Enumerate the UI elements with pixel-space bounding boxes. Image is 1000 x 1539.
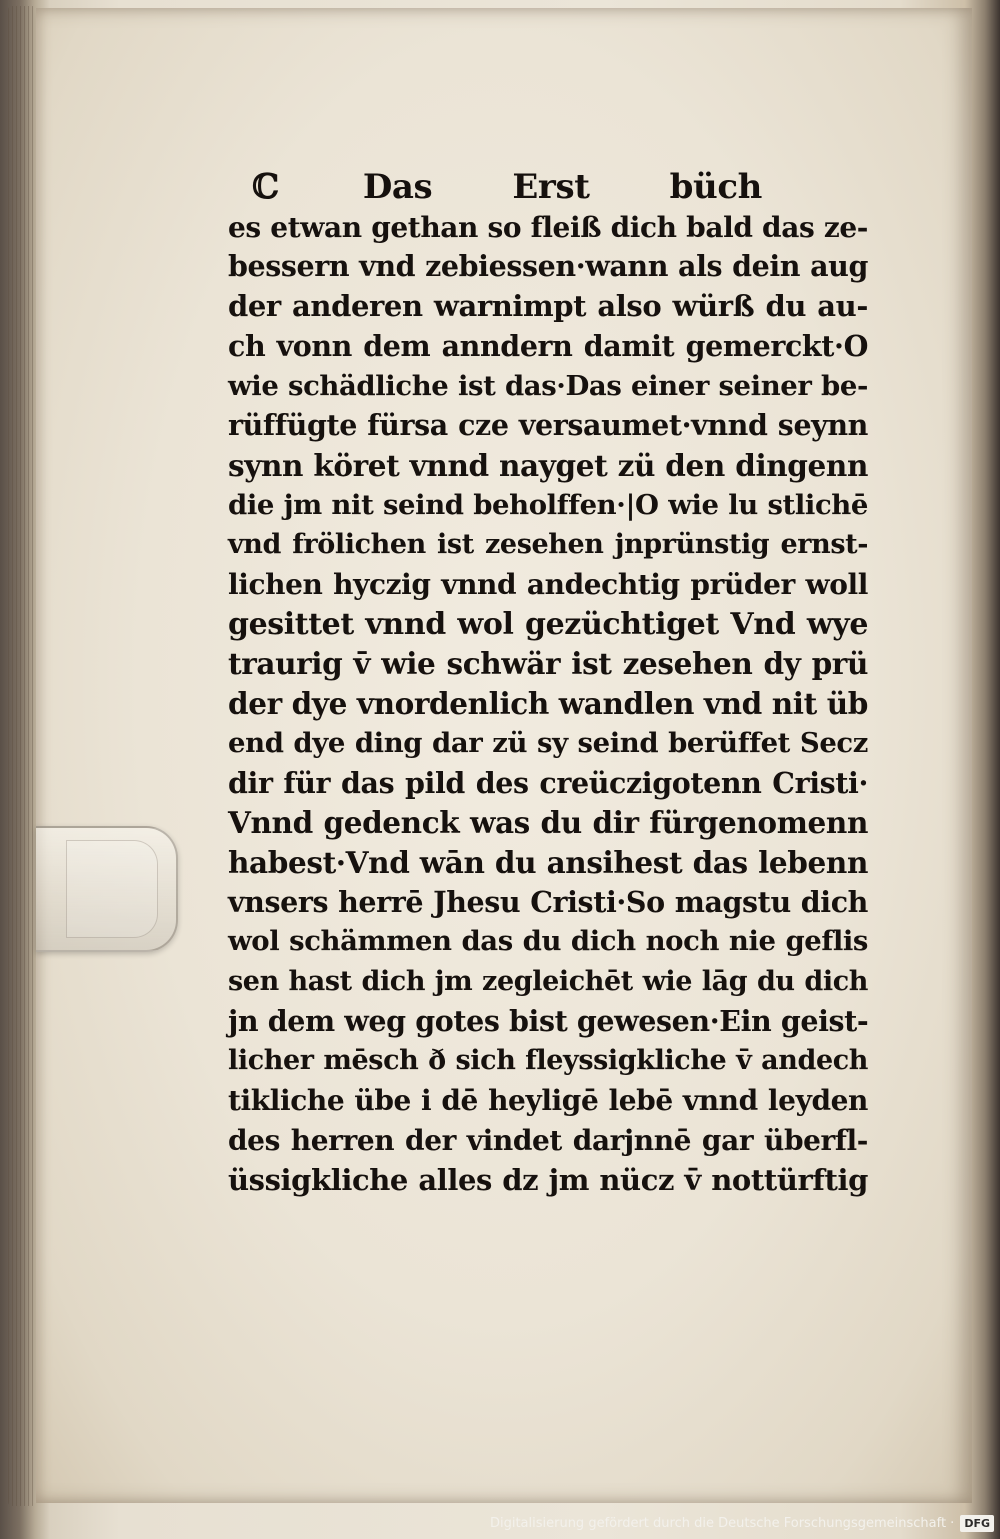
text-line: der anderen warnimpt also würß du au- — [228, 289, 868, 324]
text-line: vnd frölichen ist zesehen jnprünstig ernst- — [228, 529, 868, 561]
paragraph-mark: ℂ — [252, 167, 279, 207]
page-clip — [36, 826, 178, 952]
text-line: der dye vnordenlich wandlen vnd nit üb — [228, 686, 868, 722]
text-line: lichen hyczig vnnd andechtig prüder woll — [228, 568, 868, 602]
page-clip-inner — [66, 840, 158, 938]
text-line: habest·Vnd wān du ansihest das lebenn — [228, 844, 868, 880]
page-edges — [8, 6, 36, 1506]
text-line: üssigkliche alles dz jm nücz v̄̄ nottürftig — [228, 1162, 868, 1197]
text-line: dir für das pild des creüczigotenn Cristi· — [228, 765, 868, 800]
text-line: bessern vnd zebiessen·wann als dein aug — [228, 249, 868, 284]
text-line: vnsers herrē Jhesu Cristi·So magstu dich — [228, 884, 868, 919]
text-line: jn dem weg gotes bist gewesen·Ein geist- — [228, 1003, 869, 1038]
running-head-word: büch — [669, 167, 762, 207]
text-line: licher mēsch ð sich fleyssigkliche v̄̄ andech — [228, 1045, 868, 1077]
dfg-logo: DFG — [960, 1515, 994, 1532]
text-line: sen hast dich jm zegleichēt wie lāg du dich — [228, 966, 868, 998]
text-line: Vnnd gedenck was du dir fürgenomenn — [228, 805, 868, 841]
text-line: die jm nit seind beholffen·|O wie lu stlichē — [228, 488, 868, 521]
text-line: tikliche übe i dē heyligē lebē vnnd leyden — [228, 1084, 868, 1118]
running-head-word: Erst — [512, 167, 590, 207]
footer-caption: Digitalisierung gefördert durch die Deutsche Forschungsgemeinschaft · — [489, 1515, 955, 1531]
text-line: synn köret vnnd nayget zü den dingenn — [228, 447, 868, 483]
running-head — [252, 168, 762, 208]
text-line: es etwan gethan so fleiß dich bald das ze- — [228, 210, 868, 244]
digitization-footer — [490, 1512, 994, 1534]
running-head-word: Das — [362, 167, 433, 207]
text-line: traurig v̄̄ wie schwär ist zesehen dy prü — [228, 646, 868, 682]
text-block — [228, 168, 888, 1200]
text-line: gesittet vnnd wol gezüchtiget Vnd wye — [228, 606, 868, 642]
text-line: end dye ding dar zü sy seind berüffet Secz — [228, 726, 868, 759]
text-line: wol schämmen das du dich noch nie geflis — [228, 925, 868, 958]
text-line: ch vonn dem anndern damit gemerckt·O — [228, 328, 868, 363]
text-line: wie schädliche ist das·Das einer seiner be- — [228, 369, 868, 402]
text-line: des herren der vindet darjnnē gar überfl- — [228, 1123, 868, 1157]
text-line: rüffügte fürsa cze versaumet·vnnd seynn — [228, 408, 868, 443]
